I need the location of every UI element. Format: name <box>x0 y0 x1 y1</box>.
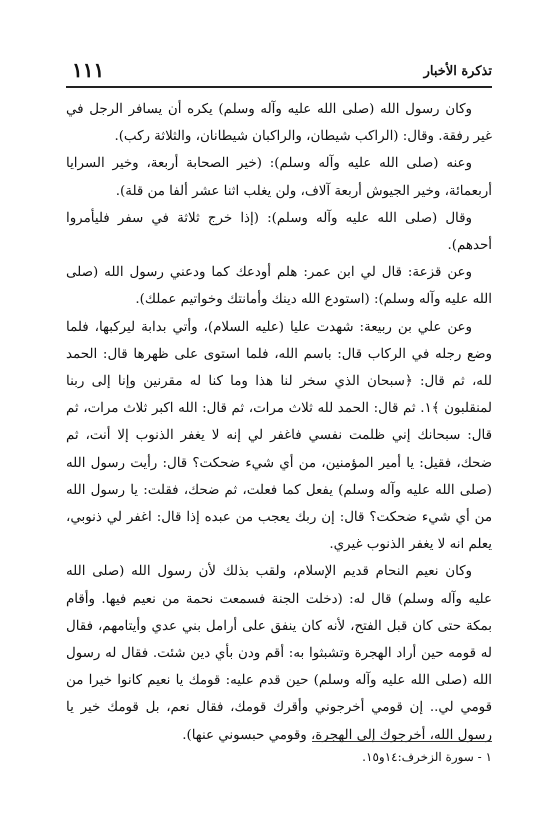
paragraph-nuaym-al-nahham: وكان نعيم النحام قديم الإسلام، ولقب بذلك لأن رسول الله (صلى الله عليه وآله وسلم) قال له: (دخلت الجنة فسمعت نحمة من نعيم فيها. وأقام بمكة حتى كان قبل الفتح، لأنه كان ينفق على أرامل بني عدي وأيتامهم، فقال له قومه حين أراد الهجرة وتشبثوا به: أقم ودن بأي دين شئت. فقال له رسول الله (صلى الله عليه وآله وسلم) حين قدم عليه: قومك يا نعيم كانوا خيرا من قومي لي.. إن قومي أخرجوني وأقرك قومك، فقال نعم، بل قومك خير يا رسول الله، أخرجوك إلى الهجرة، وقومي حبسوني عنها). <box>66 564 492 743</box>
paragraph-riding-supplication: وعن علي بن ربيعة: شهدت عليا (عليه السلام)، وأتي بدابة ليركبها، فلما وضع رجله في الركاب قال: باسم الله، فلما استوى على ظهرها قال: الحمد لله، ثم قال: ﴿سبحان الذي سخر لنا هذا وما كنا له مقرنين وإنا إلى ربنا لمنقلبون ﴾١. ثم قال: الحمد لله ثلاث مرات، ثم قال: الله اكبر ثلاث مرات، ثم قال: سبحانك إني ظلمت نفسي فاغفر لي إنه لا يغفر الذنوب إلا أنت، ثم ضحك، فقيل: يا أمير المؤمنين، من أي شيء ضحكت؟ قال: رأيت رسول الله (صلى الله عليه وآله وسلم) يفعل كما فعلت، ثم ضحك، فقلت: يا رسول الله من أي شيء ضحكت؟ قال: إن ربك يعجب من عبده إذا قال: اغفر لي ذنوبي، يعلم انه لا يغفر الذنوب غيري. <box>66 319 493 553</box>
page-number: ١١١ <box>72 58 105 82</box>
footnote: ١ - سورة الزخرف:١٤و١٥. <box>362 750 492 764</box>
page-header <box>66 58 492 88</box>
running-title: تذكرة الأخبار <box>423 64 492 79</box>
paragraph-farewell: وعن قزعة: قال لي ابن عمر: هلم أودعك كما ودعني رسول الله (صلى الله عليه وآله وسلم): (استودع الله دينك وأمانتك وخواتيم عملك). <box>66 265 492 308</box>
paragraph-travel-companion: وكان رسول الله (صلى الله عليه وآله وسلم) يكره أن يسافر الرجل في غير رفقة. وقال: (الراكب شيطان، والراكبان شيطانان، والثلاثة ركب). <box>66 102 492 145</box>
paragraph-best-companions: وعنه (صلى الله عليه وآله وسلم): (خير الصحابة أربعة، وخير السرايا أربعمائة، وخير الجيوش أربعة آلاف، ولن يغلب اثنا عشر ألفا من قلة). <box>66 156 492 199</box>
paragraph-three-travelers: وقال (صلى الله عليه وآله وسلم): (إذا خرج ثلاثة في سفر فليأمروا أحدهم). <box>66 210 492 254</box>
footnote-divider <box>312 741 492 742</box>
body-text <box>66 96 492 749</box>
